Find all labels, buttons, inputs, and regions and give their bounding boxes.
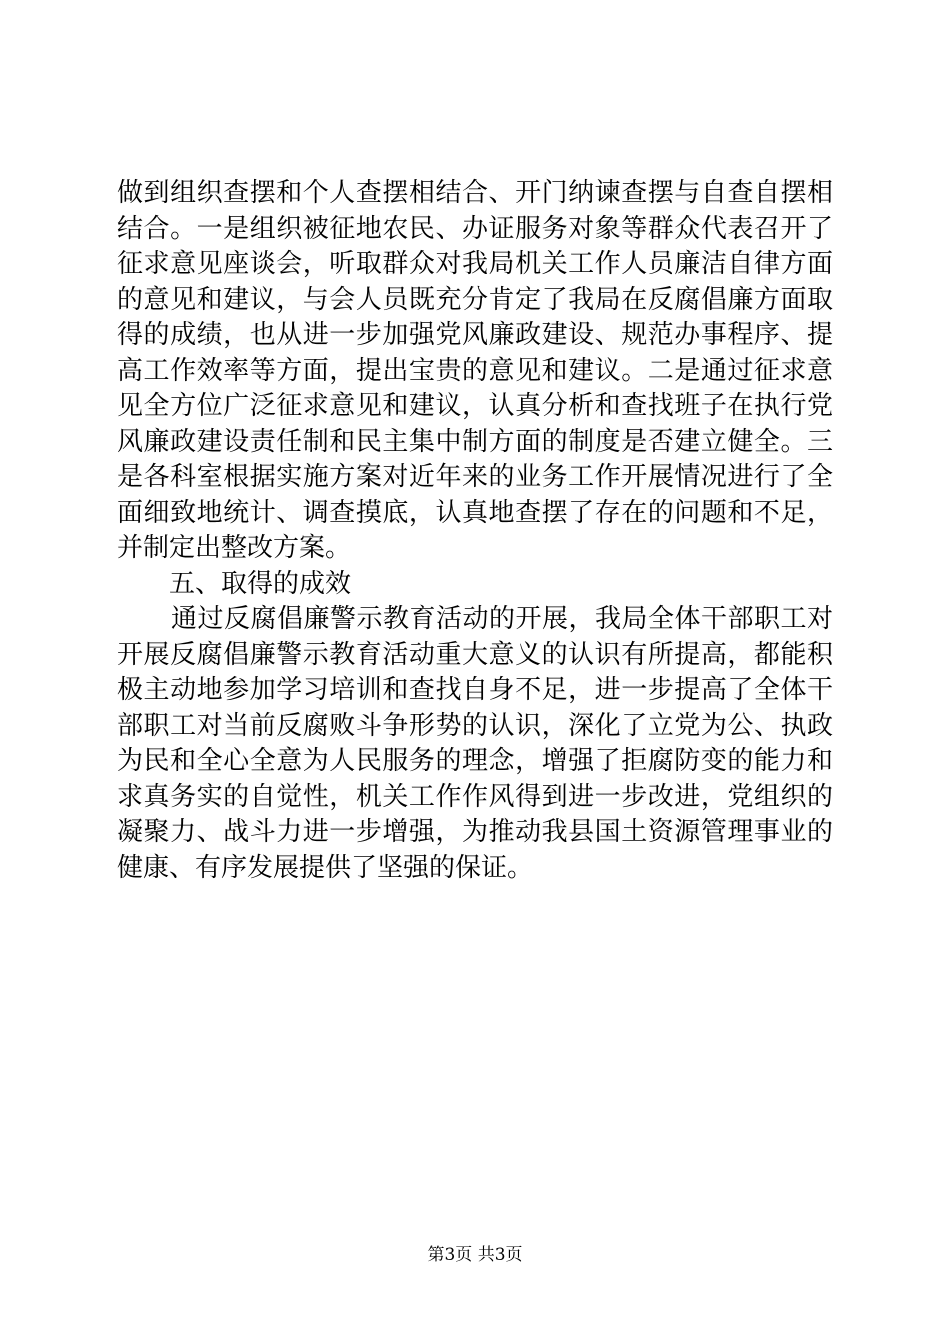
paragraph-2-line-1: 通过反腐倡廉警示教育活动的开展，我局全体干部职工对	[171, 604, 833, 634]
document-body	[117, 176, 833, 886]
paragraph-2-line-3: 极主动地参加学习培训和查找自身不足，进一步提高了全体干	[117, 675, 833, 705]
paragraph-1-line-4: 的意见和建议，与会人员既充分肯定了我局在反腐倡廉方面取	[117, 284, 833, 315]
paragraph-1-line-1: 做到组织查摆和个人查摆相结合、开门纳谏查摆与自查自摆相	[117, 178, 833, 208]
paragraph-2-line-4: 部职工对当前反腐败斗争形势的认识，深化了立党为公、执政	[117, 710, 833, 741]
section-heading: 五、取得的成效	[169, 568, 352, 599]
paragraph-2-line-6: 求真务实的自觉性，机关工作作风得到进一步改进，党组织的	[117, 781, 833, 812]
paragraph-1-line-3: 征求意见座谈会，听取群众对我局机关工作人员廉洁自律方面	[117, 249, 833, 279]
paragraph-1-line-9: 是各科室根据实施方案对近年来的业务工作开展情况进行了全	[117, 462, 833, 492]
paragraph-1-line-2: 结合。一是组织被征地农民、办证服务对象等群众代表召开了	[117, 213, 833, 244]
paragraph-2-line-7: 凝聚力、战斗力进一步增强，为推动我县国土资源管理事业的	[117, 817, 833, 847]
paragraph-1-line-11: 并制定出整改方案。	[117, 533, 352, 563]
page-number-footer: 第3页 共3页	[427, 1245, 523, 1265]
paragraph-2-line-2: 开展反腐倡廉警示教育活动重大意义的认识有所提高，都能积	[117, 639, 833, 670]
paragraph-1-line-10: 面细致地统计、调查摸底，认真地查摆了存在的问题和不足，	[117, 497, 833, 528]
paragraph-1-line-6: 高工作效率等方面，提出宝贵的意见和建议。二是通过征求意	[117, 355, 833, 386]
paragraph-1-line-5: 得的成绩，也从进一步加强党风廉政建设、规范办事程序、提	[117, 320, 833, 350]
paragraph-2-line-8: 健康、有序发展提供了坚强的保证。	[117, 852, 534, 883]
paragraph-1-line-7: 见全方位广泛征求意见和建议，认真分析和查找班子在执行党	[117, 391, 833, 421]
paragraph-1-line-8: 风廉政建设责任制和民主集中制方面的制度是否建立健全。三	[117, 426, 833, 457]
paragraph-2-line-5: 为民和全心全意为人民服务的理念，增强了拒腐防变的能力和	[117, 746, 833, 776]
